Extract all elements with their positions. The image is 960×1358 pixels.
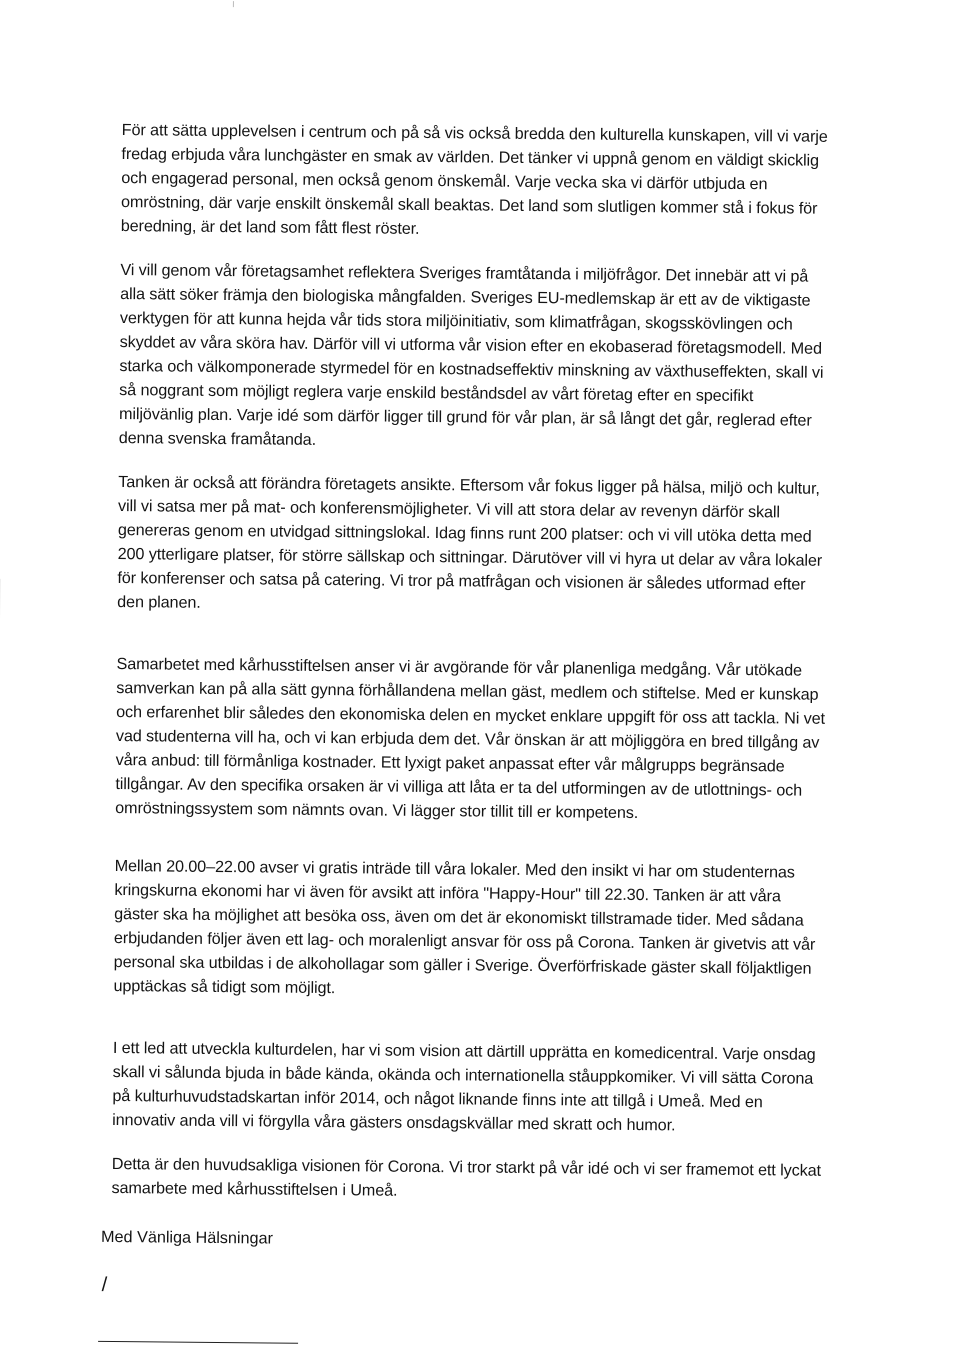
text-line: personal ska utbildas i de alkohollagar som gäller i Sverige. Överförfriskade gäster skall följaktligen	[114, 950, 926, 982]
text-line: Detta är den huvudsakliga visionen för Corona. Vi tror starkt på vår idé och vi ser framemot ett lyckat	[112, 1152, 924, 1184]
text-line: starka och välkomponerade styrmedel för en kostnadseffektiv minskning av växthuseffekten, skall vi	[119, 354, 931, 386]
text-line: erbjudanden följer även ett lag- och moralenligt ansvar för oss på Corona. Tanken är givetvis att vår	[114, 926, 926, 958]
text-line: vad studenterna vill ha, och vi kan erbjuda dem det. Vår önskan är att möjliggöra en bred tillgång av	[116, 724, 928, 756]
paragraph-conclusion	[111, 1152, 923, 1208]
text-line: verktygen för att kunna hejda vår tids stora miljöinitiativ, som klimatfrågan, skogsskövlingen och	[120, 306, 932, 338]
paragraph-lunch-theme	[121, 118, 934, 246]
paragraph-entrance	[113, 854, 926, 1006]
paragraph-comedy	[112, 1036, 925, 1140]
text-line: Mellan 20.00–22.00 avser vi gratis inträde till våra lokaler. Med den insikt vi har om studenternas	[115, 854, 927, 886]
text-line: beredning, är det land som fått flest röster.	[121, 214, 933, 246]
text-line: 200 ytterligare platser, för större sällskap och sittningar. Därutöver vill vi hyra ut delar av våra lokaler	[118, 542, 930, 574]
text-line: denna svenska framåtanda.	[119, 426, 931, 458]
text-line: innovativ anda vill vi förgylla våra gästers onsdagskvällar med skratt och humor.	[112, 1108, 924, 1140]
paragraph-environment	[119, 258, 933, 458]
text-line: omröstningssystem som nämnts ovan. Vi lägger stor tillit till er kompetens.	[115, 796, 927, 828]
text-line: tillgångar. Av den specifika orsaken är vi villiga att låta er ta del utformingen av de utlottnings- och	[115, 772, 927, 804]
signature-line	[98, 1341, 298, 1344]
text-line: Tanken är också att förändra företagets ansikte. Eftersom vår fokus ligger på hälsa, miljö och kultur,	[118, 470, 930, 502]
text-line: kringskurna ekonomi har vi även för avsikt att införa "Happy-Hour" till 22.30. Tanken är att våra	[114, 878, 926, 910]
paragraph-conference	[117, 470, 930, 622]
text-line: skall vi sålunda bjuda in både kända, okända och internationella ståuppkomiker. Vi vill sätta Corona	[113, 1060, 925, 1092]
text-line: upptäckas så tidigt som möjligt.	[113, 974, 925, 1006]
text-line: för konferenser och satsa på catering. Vi tror på matfrågan och visionen är således utformad efter	[117, 566, 929, 598]
text-line: I ett led att utveckla kulturdelen, har vi som vision att därtill upprätta en komedicentral. Varje onsdag	[113, 1036, 925, 1068]
text-line: så noggrant som möjligt reglera varje enskild beståndsdel av vårt företag efter en specifikt	[119, 378, 931, 410]
text-line: Samarbetet med kårhusstiftelsen anser vi är avgörande för vår planenliga medgång. Vår utökade	[116, 652, 928, 684]
paragraph-cooperation	[115, 652, 929, 828]
text-line: vill vi satsa mer på mat- och konferensmöjligheter. Vi vill att stora delar av revenyn därför skall	[118, 494, 930, 526]
text-line: gäster ska ha möjlighet att besöka oss, även om det är ekonomiskt tillstramade tider. Med sådana	[114, 902, 926, 934]
text-line: skyddet av våra sköra hav. Därför vill vi utforma vår vision efter en ekobaserad företagsmodell. Med	[120, 330, 932, 362]
text-line: miljövänlig plan. Varje idé som därför ligger till grund för vår plan, är så långt det går, reglerad efter	[119, 402, 931, 434]
text-line: samarbete med kårhusstiftelsen i Umeå.	[111, 1176, 923, 1208]
text-line: och engagerad personal, men också genom önskemål. Varje vecka ska vi därför utbjuda en	[121, 166, 933, 198]
text-line: den planen.	[117, 590, 929, 622]
text-line: samverkan kan på alla sätt gynna förhållandena mellan gäst, medlem och stiftelse. Med er kunskap	[116, 676, 928, 708]
scan-artifact-mark	[233, 1, 234, 7]
signature-mark: /	[102, 1274, 108, 1297]
text-line: För att sätta upplevelsen i centrum och på så vis också bredda den kulturella kunskapen, vill vi varje	[122, 118, 934, 150]
text-line: våra anbud: till förmånliga kostnader. Ett lyxigt paket anpassat efter vår målgrupps begränsade	[116, 748, 928, 780]
closing-greeting: Med Vänliga Hälsningar	[101, 1228, 273, 1249]
text-line: alla sätt söker främja den biologiska mångfalden. Sveriges EU-medlemskap är ett av de viktigaste	[120, 282, 932, 314]
text-line: genereras genom en utvidgad sittningslokal. Idag finns runt 200 platser: och vi vill utöka detta med	[118, 518, 930, 550]
text-line: på kulturhuvudstadskartan inför 2014, och något liknande finns inte att tillgå i Umeå. Med en	[112, 1084, 924, 1116]
text-line: omröstning, där varje enskilt önskemål skall beaktas. Det land som slutligen kommer stå i fokus för	[121, 190, 933, 222]
text-line: fredag erbjuda våra lunchgäster en smak av världen. Det tänker vi uppnå genom en väldigt skicklig	[121, 142, 933, 174]
text-line: och erfarenhet blir således den ekonomiska delen en mycket enklare uppgift för oss att tackla. Ni vet	[116, 700, 928, 732]
text-line: Vi vill genom vår företagsamhet reflektera Sveriges framtåtanda i miljöfrågor. Det innebär att vi på	[120, 258, 932, 290]
